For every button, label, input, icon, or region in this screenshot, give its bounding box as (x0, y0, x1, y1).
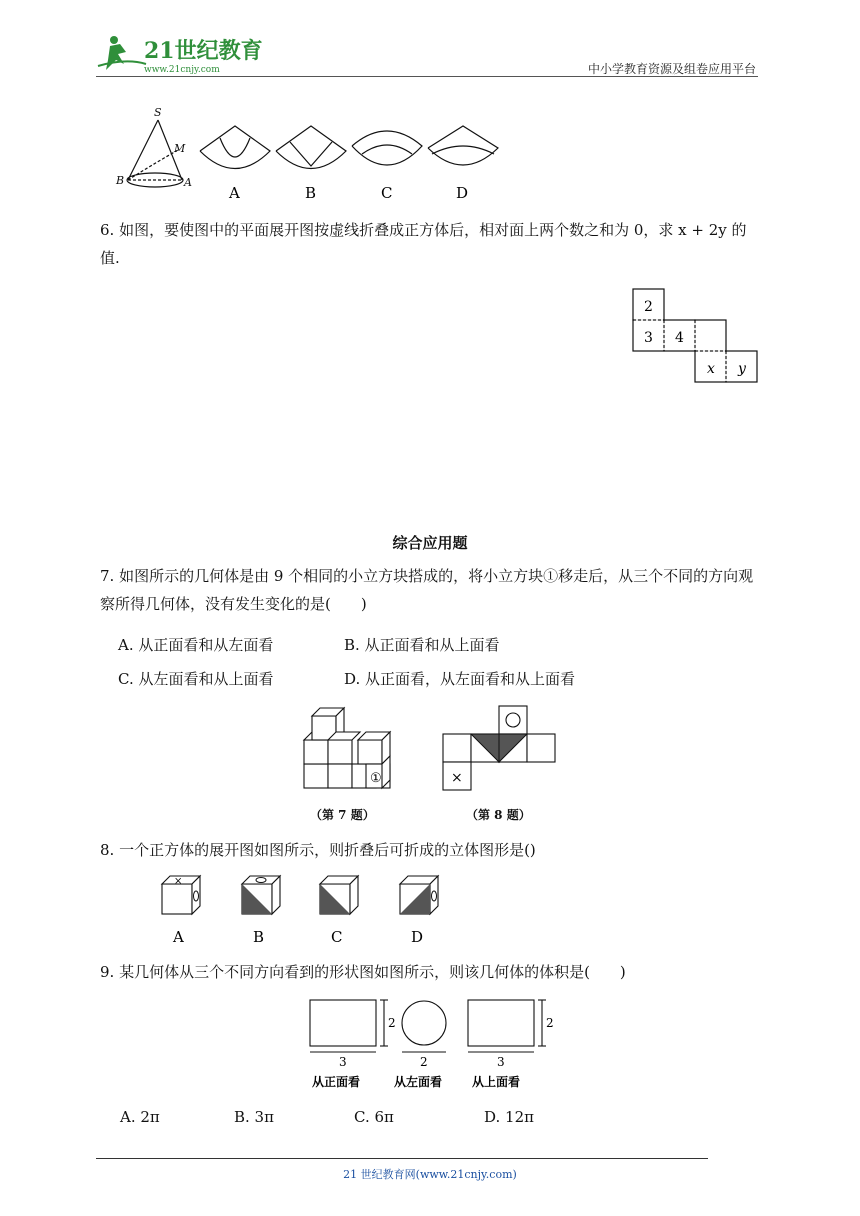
question-6: 6. 如图，要使图中的平面展开图按虚线折叠成正方体后，相对面上两个数之和为 0，求 x + 2y 的值. (100, 221, 747, 267)
sector-D (428, 126, 498, 165)
option-C: C (381, 184, 393, 202)
q7-caption: （第 7 题） (310, 808, 375, 822)
platform-name: 中小学教育资源及组卷应用平台 (587, 62, 756, 76)
q6-net (630, 286, 762, 384)
option-D: D (456, 184, 469, 202)
svg-text:2: 2 (644, 299, 653, 315)
svg-text:从正面看: 从正面看 (312, 1075, 361, 1089)
block-1-label: ① (370, 771, 382, 786)
svg-text:2: 2 (420, 1055, 428, 1069)
option-A: A (229, 184, 240, 202)
svg-text:x: x (707, 361, 715, 377)
svg-text:21世纪教育: 21世纪教育 (144, 38, 263, 64)
svg-text:2: 2 (546, 1016, 554, 1030)
sector-B (276, 126, 346, 169)
label-B: B (116, 174, 125, 187)
svg-text:B: B (253, 928, 265, 946)
svg-text:C: C (331, 928, 343, 946)
label-S: S (154, 106, 162, 119)
runner-logo-icon (98, 36, 146, 70)
svg-text:y: y (738, 361, 746, 377)
q8-net (440, 702, 560, 794)
q8-caption: （第 8 题） (466, 808, 531, 822)
question-8: 8. 一个正方体的展开图如图所示，则折叠后可折成的立体图形是() (100, 841, 536, 859)
svg-text:4: 4 (675, 330, 684, 346)
footer-link[interactable]: 21 世纪教育网(www.21cnjy.com) (343, 1168, 517, 1181)
header-rule (96, 76, 758, 77)
option-B: B (305, 184, 317, 202)
q9-option-A: A. 2π (120, 1108, 160, 1126)
svg-text:从左面看: 从左面看 (394, 1075, 443, 1089)
q9-option-D: D. 12π (484, 1108, 534, 1126)
q7-option-A: A. 从正面看和从左面看 (118, 636, 274, 654)
q9-option-C: C. 6π (354, 1108, 394, 1126)
cross-icon: × (451, 770, 463, 786)
sector-C (352, 131, 422, 165)
svg-text:从上面看: 从上面看 (472, 1075, 521, 1089)
q7-cube-stack (296, 702, 396, 798)
svg-text:×: × (174, 876, 183, 887)
svg-text:D: D (411, 928, 424, 946)
q7-option-C: C. 从左面看和从上面看 (118, 670, 274, 688)
svg-text:3: 3 (497, 1055, 505, 1069)
q9-option-B: B. 3π (234, 1108, 274, 1126)
question-7: 7. 如图所示的几何体是由 9 个相同的小立方块搭成的，将小立方块①移走后，从三个不同的方向观察所得几何体，没有发生变化的是( ) (100, 567, 754, 613)
q7-option-B: B. 从正面看和从上面看 (344, 636, 500, 654)
q7-option-D: D. 从正面看，从左面看和从上面看 (344, 670, 576, 688)
svg-text:3: 3 (339, 1055, 347, 1069)
site-logo (96, 30, 266, 78)
svg-text:www.21cnjy.com: www.21cnjy.com (144, 65, 220, 75)
q5-figures (110, 106, 510, 202)
q8-options (150, 872, 450, 948)
cone-figure (115, 106, 192, 189)
section-title: 综合应用题 (392, 534, 468, 552)
question-9: 9. 某几何体从三个不同方向看到的形状图如图所示，则该几何体的体积是( ) (100, 963, 626, 981)
sector-A (200, 126, 270, 169)
label-M: M (174, 142, 186, 155)
svg-text:2: 2 (388, 1016, 396, 1030)
q9-three-views (300, 994, 560, 1094)
svg-text:A: A (173, 928, 184, 946)
footer-rule (96, 1158, 708, 1159)
label-A: A (184, 176, 192, 189)
svg-text:3: 3 (644, 330, 653, 346)
